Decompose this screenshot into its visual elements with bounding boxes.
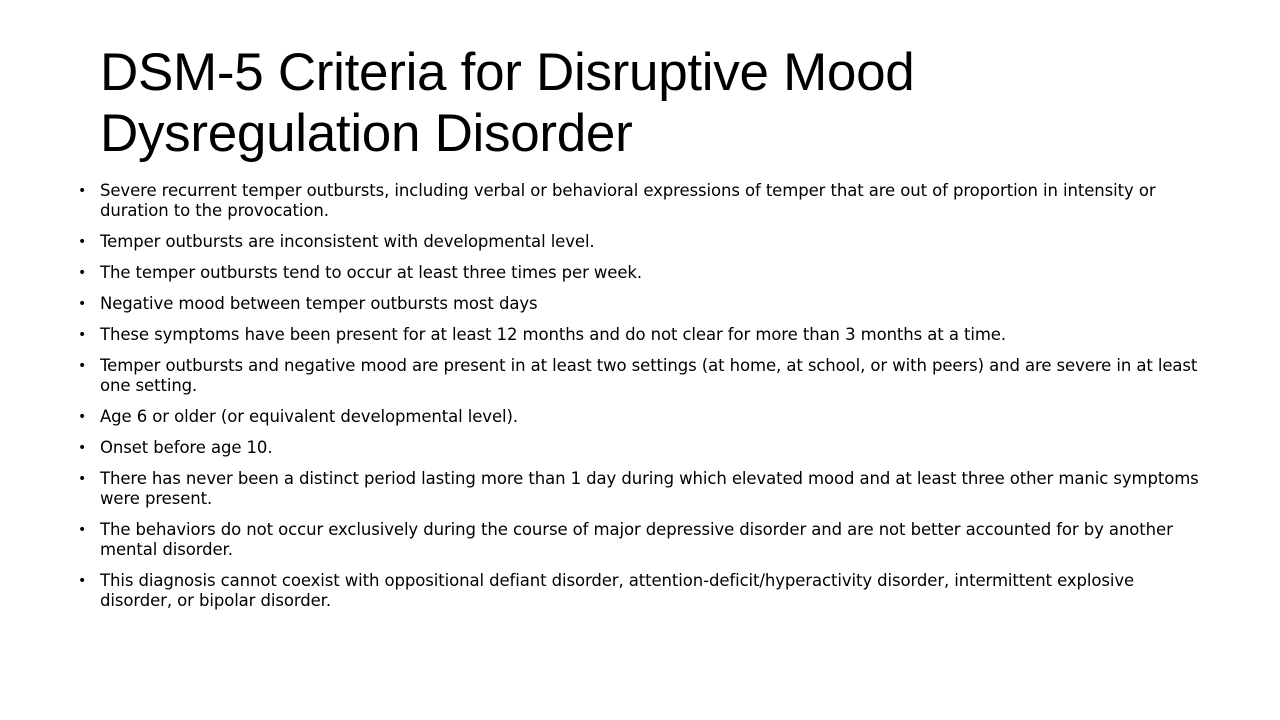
bullet-icon: • bbox=[78, 358, 87, 374]
criteria-item bbox=[78, 263, 1208, 283]
bullet-icon: • bbox=[78, 573, 87, 589]
criteria-item bbox=[78, 469, 1208, 509]
bullet-icon: • bbox=[78, 183, 87, 199]
criteria-text: The temper outbursts tend to occur at least three times per week. bbox=[100, 263, 643, 282]
bullet-icon: • bbox=[78, 409, 87, 425]
criteria-list bbox=[78, 181, 1208, 622]
criteria-text: Negative mood between temper outbursts most days bbox=[100, 294, 538, 313]
criteria-item bbox=[78, 356, 1208, 396]
criteria-text: The behaviors do not occur exclusively during the course of major depressive disorder and are not better accounted for by another mental disorder. bbox=[100, 520, 1173, 559]
criteria-item bbox=[78, 325, 1208, 345]
criteria-item bbox=[78, 407, 1208, 427]
bullet-icon: • bbox=[78, 327, 87, 343]
criteria-item bbox=[78, 181, 1208, 221]
slide-title: DSM-5 Criteria for Disruptive Mood Dysregulation Disorder bbox=[100, 43, 915, 163]
criteria-text: Onset before age 10. bbox=[100, 438, 273, 457]
criteria-text: Age 6 or older (or equivalent developmental level). bbox=[100, 407, 518, 426]
bullet-icon: • bbox=[78, 234, 87, 250]
criteria-item bbox=[78, 571, 1208, 611]
bullet-icon: • bbox=[78, 440, 87, 456]
bullet-icon: • bbox=[78, 471, 87, 487]
bullet-icon: • bbox=[78, 522, 87, 538]
bullet-icon: • bbox=[78, 296, 87, 312]
criteria-text: Temper outbursts and negative mood are present in at least two settings (at home, at school, or with peers) and are severe in at least one setting. bbox=[100, 356, 1198, 395]
criteria-text: Severe recurrent temper outbursts, including verbal or behavioral expressions of temper that are out of proportion in intensity or duration to the provocation. bbox=[100, 181, 1156, 220]
criteria-item bbox=[78, 294, 1208, 314]
criteria-text: This diagnosis cannot coexist with oppositional defiant disorder, attention-deficit/hyperactivity disorder, intermittent explosive disorder, or bipolar disorder. bbox=[100, 571, 1135, 610]
criteria-item bbox=[78, 520, 1208, 560]
criteria-text: There has never been a distinct period lasting more than 1 day during which elevated mood and at least three other manic symptoms were present. bbox=[100, 469, 1199, 508]
bullet-icon: • bbox=[78, 265, 87, 281]
criteria-text: Temper outbursts are inconsistent with developmental level. bbox=[100, 232, 595, 251]
criteria-text: These symptoms have been present for at least 12 months and do not clear for more than 3 months at a time. bbox=[100, 325, 1007, 344]
criteria-item bbox=[78, 438, 1208, 458]
criteria-item bbox=[78, 232, 1208, 252]
